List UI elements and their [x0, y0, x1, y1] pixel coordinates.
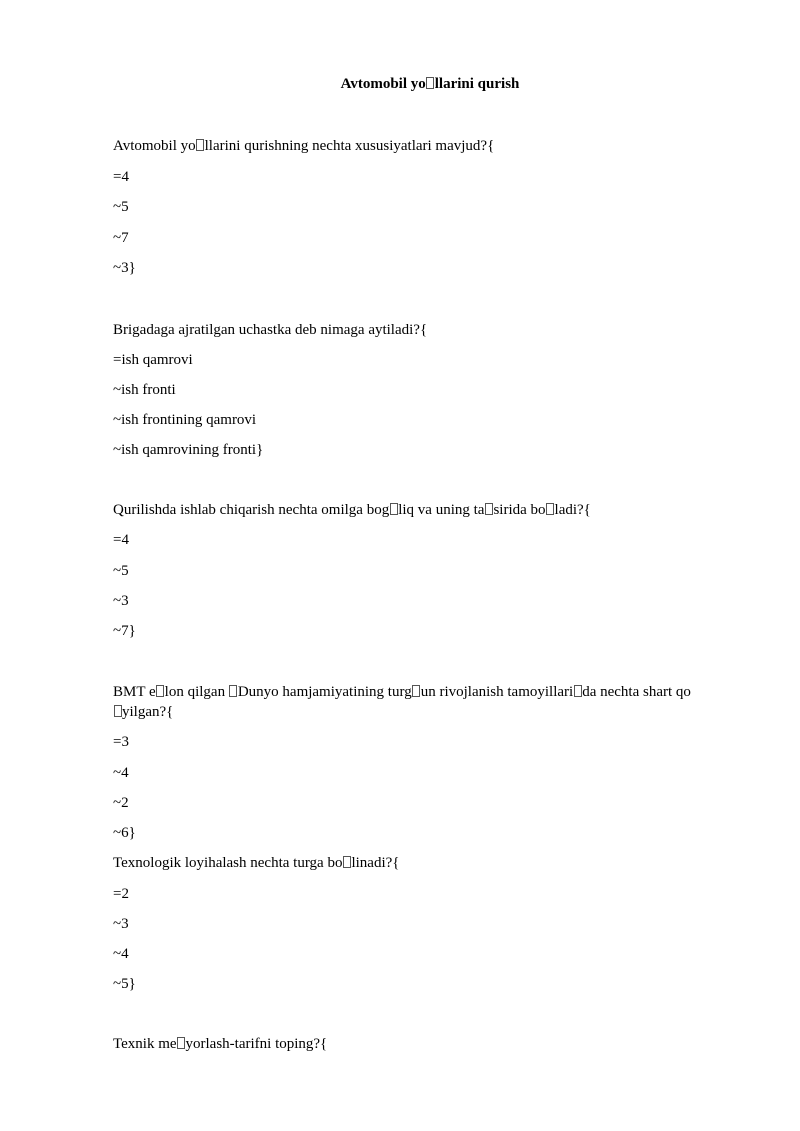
- missing-glyph-box: [485, 503, 493, 515]
- question-4-answer-correct: =3: [113, 734, 129, 750]
- question-4-answer-option: ~4: [113, 765, 129, 781]
- question-1-answer-option: ~3}: [113, 260, 136, 276]
- missing-glyph-box: [156, 685, 164, 697]
- question-5-answer-option: ~3: [113, 916, 129, 932]
- question-3-answer-option: ~5: [113, 563, 129, 579]
- question-3-answer-correct: =4: [113, 532, 129, 548]
- question-1-answer-option: ~7: [113, 230, 129, 246]
- question-6-text: Texnik me yorlash-tarifni toping?{: [113, 1036, 328, 1052]
- missing-glyph-box: [114, 705, 122, 717]
- question-1-answer-option: ~5: [113, 199, 129, 215]
- question-3-answer-option: ~7}: [113, 623, 136, 639]
- missing-glyph-box: [574, 685, 582, 697]
- missing-glyph-box: [229, 685, 237, 697]
- question-2-answer-correct: =ish qamrovi: [113, 352, 193, 368]
- question-2-answer-option: ~ish frontining qamrovi: [113, 412, 257, 428]
- document-title: Avtomobil yo llarini qurish: [340, 76, 520, 92]
- missing-glyph-box: [177, 1037, 185, 1049]
- missing-glyph-box: [546, 503, 554, 515]
- question-3-text: Qurilishda ishlab chiqarish nechta omilga bog liq va uning ta sirida bo ladi?{: [113, 502, 591, 518]
- missing-glyph-box: [390, 503, 398, 515]
- missing-glyph-box: [343, 856, 351, 868]
- question-1-answer-correct: =4: [113, 169, 129, 185]
- missing-glyph-box: [426, 77, 434, 89]
- question-5-answer-correct: =2: [113, 886, 129, 902]
- question-4-answer-option: ~6}: [113, 825, 136, 841]
- question-5-answer-option: ~5}: [113, 976, 136, 992]
- question-3-answer-option: ~3: [113, 593, 129, 609]
- question-2-answer-option: ~ish fronti: [113, 382, 176, 398]
- question-2-text: Brigadaga ajratilgan uchastka deb nimaga aytiladi?{: [113, 322, 428, 338]
- question-5-text: Texnologik loyihalash nechta turga bo linadi?{: [113, 855, 400, 871]
- question-2-answer-option: ~ish qamrovining fronti}: [113, 442, 264, 458]
- missing-glyph-box: [412, 685, 420, 697]
- question-4-answer-option: ~2: [113, 795, 129, 811]
- question-4-text: BMT e lon qilgan Dunyo hamjamiyatining turg un rivojlanish tamoyillari da nechta shart qoyilgan?{: [113, 684, 691, 720]
- missing-glyph-box: [196, 139, 204, 151]
- question-5-answer-option: ~4: [113, 946, 129, 962]
- question-1-text: Avtomobil yo llarini qurishning nechta xususiyatlari mavjud?{: [113, 138, 495, 154]
